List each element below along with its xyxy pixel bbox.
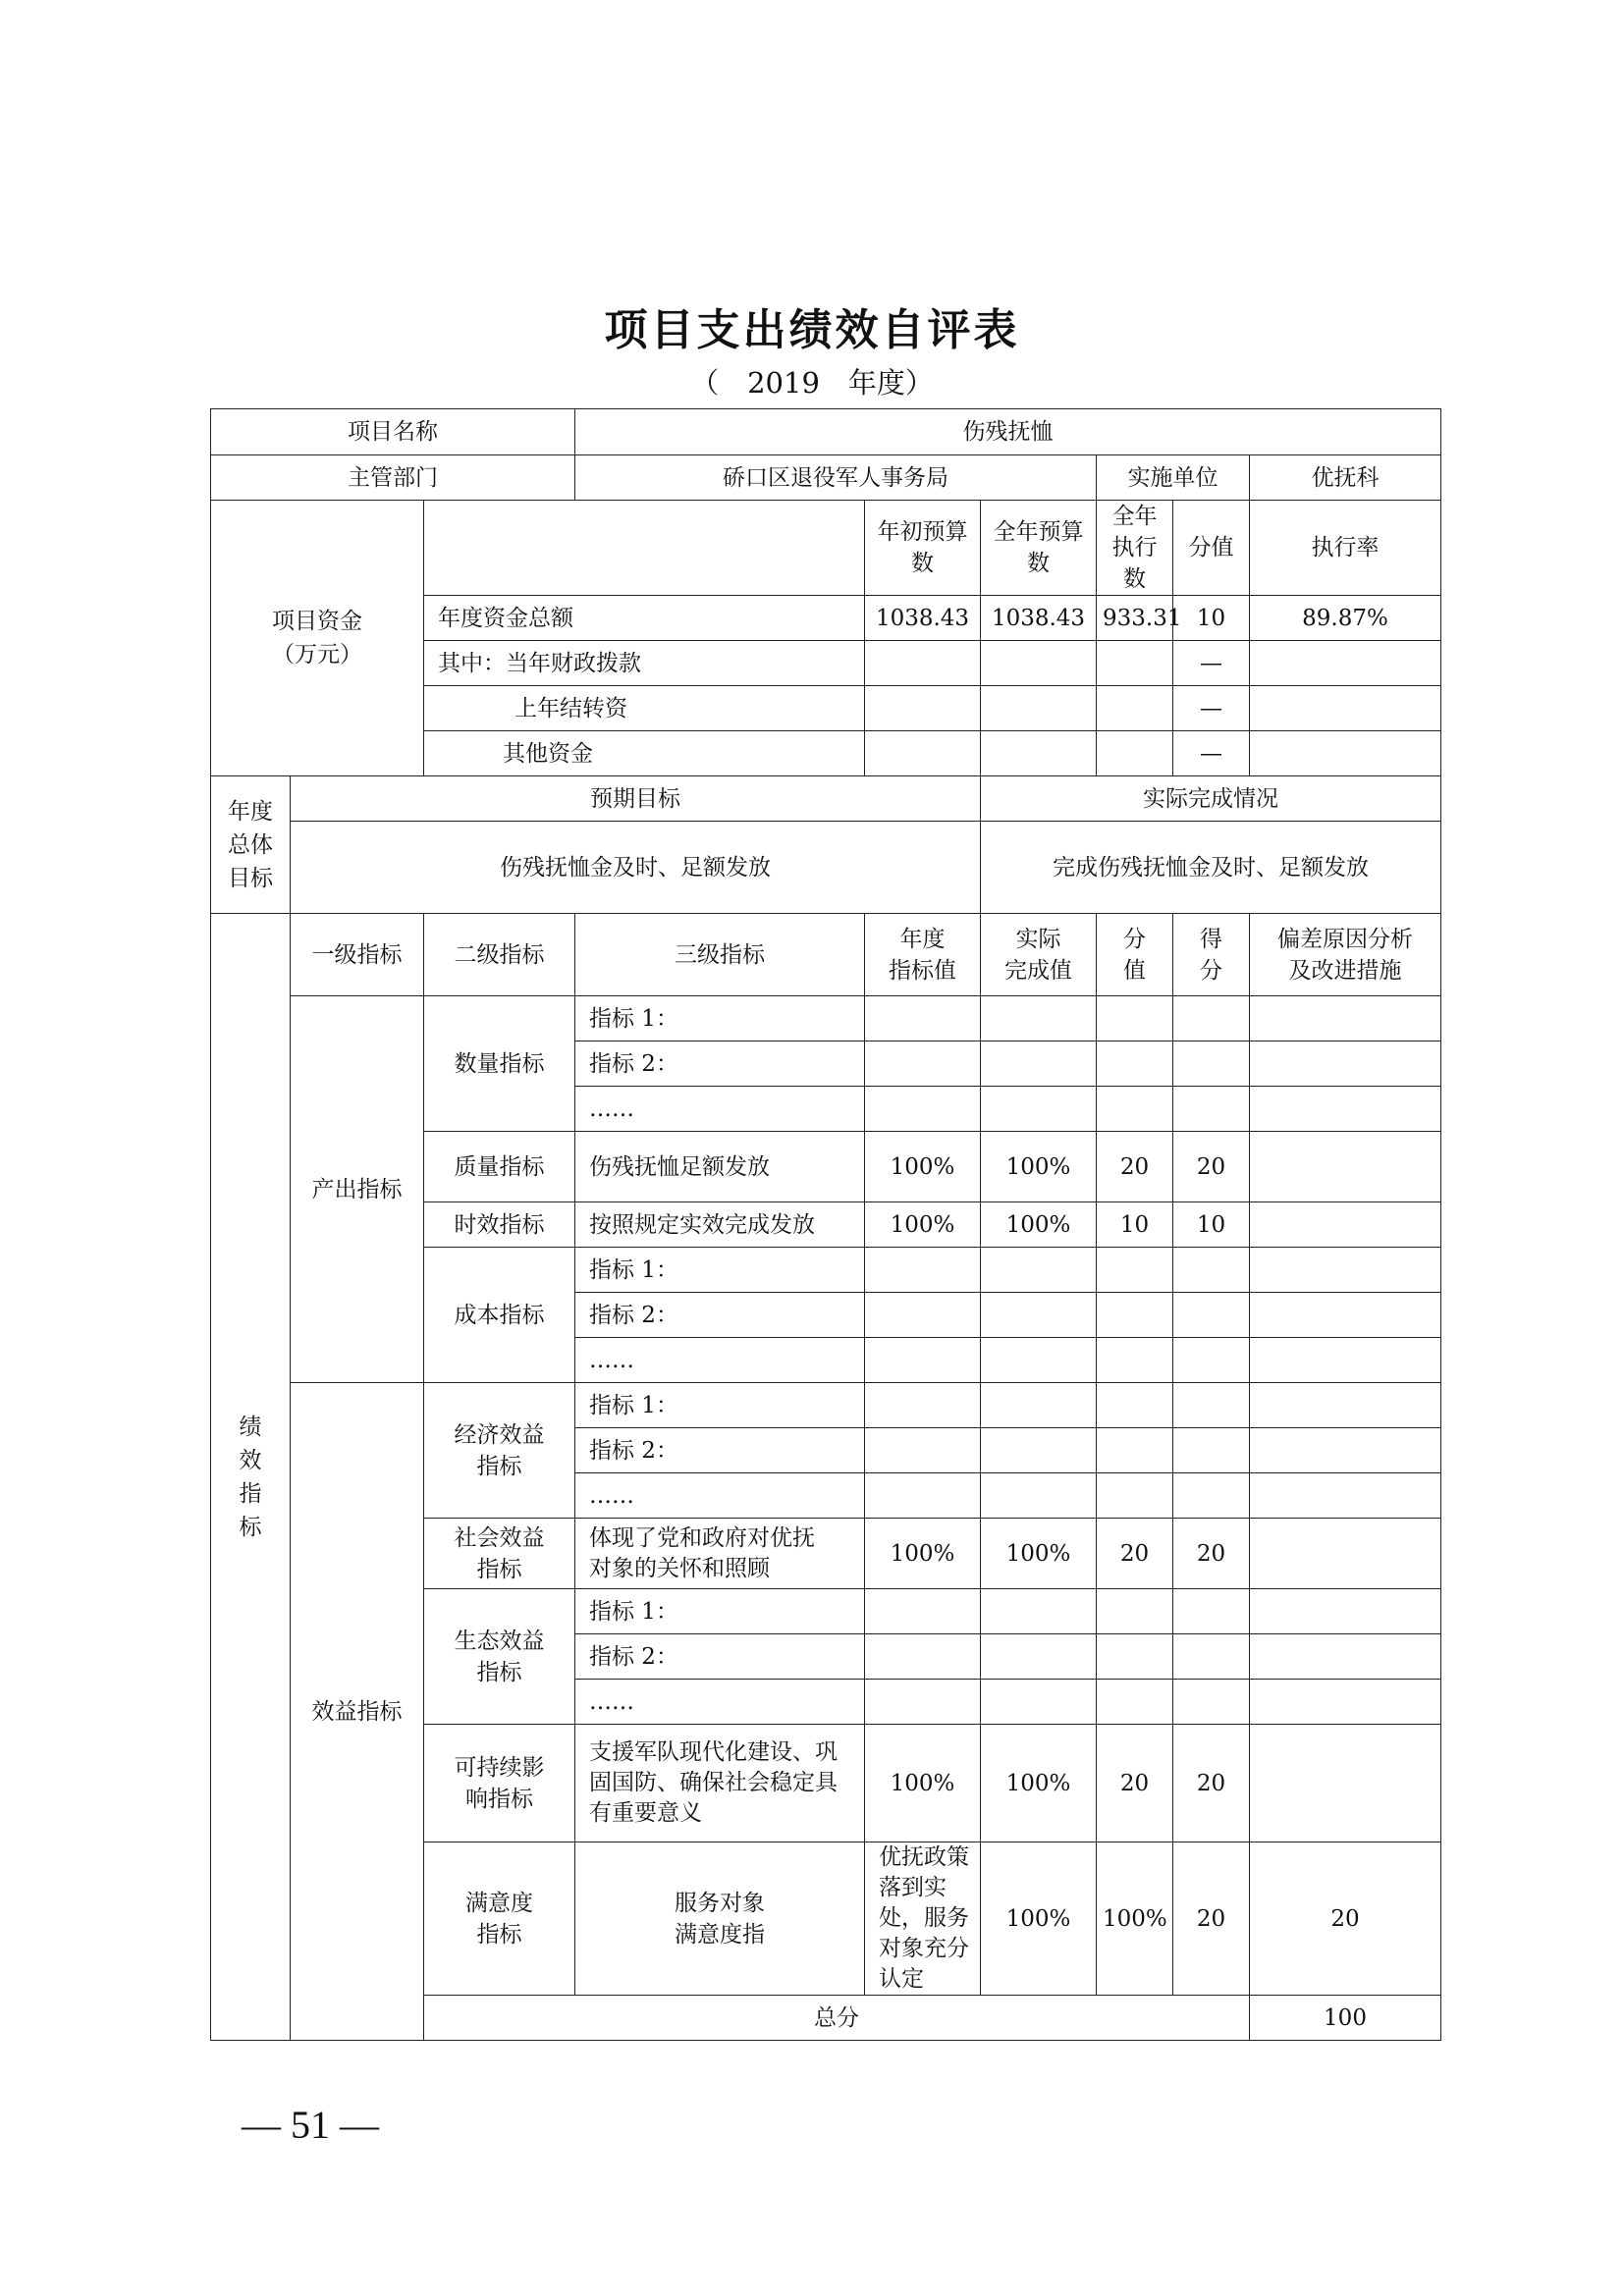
timeliness-label: 时效指标 — [424, 1202, 575, 1248]
sustain-text: 支援军队现代化建设、巩 固国防、确保社会稳定具 有重要意义 — [575, 1725, 865, 1842]
funds-cell — [1250, 731, 1441, 776]
perf-header: 二级指标 — [424, 914, 575, 996]
funds-cell — [865, 641, 981, 686]
cost-label: 成本指标 — [424, 1248, 575, 1383]
quality-text: 伤残抚恤足额发放 — [575, 1132, 865, 1202]
funds-header: 全年执行数 — [1097, 501, 1173, 596]
timeliness-got: 10 — [1173, 1202, 1250, 1248]
funds-cell: — — [1173, 731, 1250, 776]
funds-cell — [1250, 641, 1441, 686]
goals-header-row — [211, 776, 1441, 822]
perf-header: 实际 完成值 — [981, 914, 1097, 996]
funds-cell: 1038.43 — [865, 596, 981, 641]
quality-target: 100% — [865, 1132, 981, 1202]
sustain-target: 100% — [865, 1725, 981, 1842]
page-subtitle: （ 2019 年度） — [690, 366, 934, 400]
goals-label: 年度 总体 目标 — [211, 776, 291, 914]
satisfaction-got: 20 — [1250, 1842, 1441, 1996]
indicator-placeholder: 指标 1： — [575, 1383, 865, 1428]
funds-cell: — — [1173, 641, 1250, 686]
project-name-label: 项目名称 — [211, 409, 575, 455]
total-score: 100 — [1250, 1996, 1441, 2041]
perf-header: 一级指标 — [291, 914, 424, 996]
sustain-got: 20 — [1173, 1725, 1250, 1842]
funds-header-row — [211, 501, 1441, 596]
funds-cell: 10 — [1173, 596, 1250, 641]
funds-cell: 89.87% — [1250, 596, 1441, 641]
indicator-ellipsis: …… — [575, 1338, 865, 1383]
funds-cell — [865, 686, 981, 731]
social-actual: 100% — [981, 1519, 1097, 1589]
indicator-placeholder: 指标 2： — [575, 1293, 865, 1338]
goals-row — [211, 822, 1441, 914]
evaluation-table — [210, 408, 1441, 2041]
funds-row-label: 上年结转资 — [424, 686, 865, 731]
social-text: 体现了党和政府对优抚 对象的关怀和照顾 — [575, 1519, 865, 1589]
funds-cell — [865, 731, 981, 776]
dept-value: 硚口区退役军人事务局 — [575, 455, 1097, 501]
timeliness-target: 100% — [865, 1202, 981, 1248]
indicator-placeholder: 指标 1： — [575, 1248, 865, 1293]
perf-header: 得 分 — [1173, 914, 1250, 996]
funds-cell: — — [1173, 686, 1250, 731]
funds-cell — [1097, 731, 1173, 776]
economic-label: 经济效益 指标 — [424, 1383, 575, 1519]
ecological-label: 生态效益 指标 — [424, 1589, 575, 1725]
perf-header: 三级指标 — [575, 914, 865, 996]
quality-got: 20 — [1173, 1132, 1250, 1202]
timeliness-text: 按照规定实效完成发放 — [575, 1202, 865, 1248]
total-label: 总分 — [424, 1996, 1250, 2041]
social-got: 20 — [1173, 1519, 1250, 1589]
perf-header: 分 值 — [1097, 914, 1173, 996]
project-name-row — [211, 409, 1441, 455]
sustain-score: 20 — [1097, 1725, 1173, 1842]
funds-cell: 1038.43 — [981, 596, 1097, 641]
quality-score: 20 — [1097, 1132, 1173, 1202]
dept-label: 主管部门 — [211, 455, 575, 501]
funds-row-label: 年度资金总额 — [424, 596, 865, 641]
indicator-placeholder: 指标 1： — [575, 1589, 865, 1634]
quality-label: 质量指标 — [424, 1132, 575, 1202]
quantity-label: 数量指标 — [424, 996, 575, 1132]
table-row — [211, 996, 1441, 1041]
department-row — [211, 455, 1441, 501]
table-row — [211, 1383, 1441, 1428]
actual-goal-label: 实际完成情况 — [981, 776, 1441, 822]
indicator-placeholder: 指标 1： — [575, 996, 865, 1041]
perf-header: 偏差原因分析 及改进措施 — [1250, 914, 1441, 996]
satisfaction-score: 20 — [1173, 1842, 1250, 1996]
funds-header: 执行率 — [1250, 501, 1441, 596]
indicator-placeholder: 指标 2： — [575, 1041, 865, 1087]
funds-header: 分值 — [1173, 501, 1250, 596]
timeliness-score: 10 — [1097, 1202, 1173, 1248]
funds-cell — [981, 641, 1097, 686]
quality-actual: 100% — [981, 1132, 1097, 1202]
page-number: — 51 — — [242, 2103, 379, 2147]
page-title: 项目支出绩效自评表 — [604, 305, 1020, 355]
indicator-placeholder: 指标 2： — [575, 1428, 865, 1473]
funds-cell — [981, 686, 1097, 731]
satisfaction-actual: 100% — [1097, 1842, 1173, 1996]
funds-header: 全年预算数 — [981, 501, 1097, 596]
satisfaction-text: 优抚政策落到实处，服务 对象充分认定 — [865, 1842, 981, 1996]
indicator-ellipsis: …… — [575, 1087, 865, 1132]
indicator-ellipsis: …… — [575, 1680, 865, 1725]
funds-cell — [1250, 686, 1441, 731]
sustain-actual: 100% — [981, 1725, 1097, 1842]
funds-header-blank — [424, 501, 865, 596]
expected-goal-label: 预期目标 — [291, 776, 981, 822]
funds-header: 年初预算数 — [865, 501, 981, 596]
indicator-placeholder: 指标 2： — [575, 1634, 865, 1680]
benefit-label: 效益指标 — [291, 1383, 424, 2041]
social-label: 社会效益 指标 — [424, 1519, 575, 1589]
timeliness-actual: 100% — [981, 1202, 1097, 1248]
satisfaction-target: 100% — [981, 1842, 1097, 1996]
expected-goal: 伤残抚恤金及时、足额发放 — [291, 822, 981, 914]
output-label: 产出指标 — [291, 996, 424, 1383]
social-score: 20 — [1097, 1519, 1173, 1589]
funds-cell — [1097, 686, 1173, 731]
perf-label: 绩 效 指 标 — [211, 914, 291, 2041]
funds-cell: 933.31 — [1097, 596, 1173, 641]
perf-header: 年度 指标值 — [865, 914, 981, 996]
unit-value: 优抚科 — [1250, 455, 1441, 501]
indicator-ellipsis: …… — [575, 1473, 865, 1519]
funds-cell — [981, 731, 1097, 776]
perf-header-row — [211, 914, 1441, 996]
project-name-value: 伤残抚恤 — [575, 409, 1441, 455]
unit-label: 实施单位 — [1097, 455, 1250, 501]
service-label: 服务对象 满意度指 — [575, 1842, 865, 1996]
satisfaction-label: 满意度 指标 — [424, 1842, 575, 1996]
funds-cell — [1097, 641, 1173, 686]
sustain-label: 可持续影 响指标 — [424, 1725, 575, 1842]
funds-label: 项目资金 （万元） — [211, 501, 424, 776]
funds-row-label: 其中：当年财政拨款 — [424, 641, 865, 686]
actual-goal: 完成伤残抚恤金及时、足额发放 — [981, 822, 1441, 914]
funds-row-label: 其他资金 — [424, 731, 865, 776]
social-target: 100% — [865, 1519, 981, 1589]
